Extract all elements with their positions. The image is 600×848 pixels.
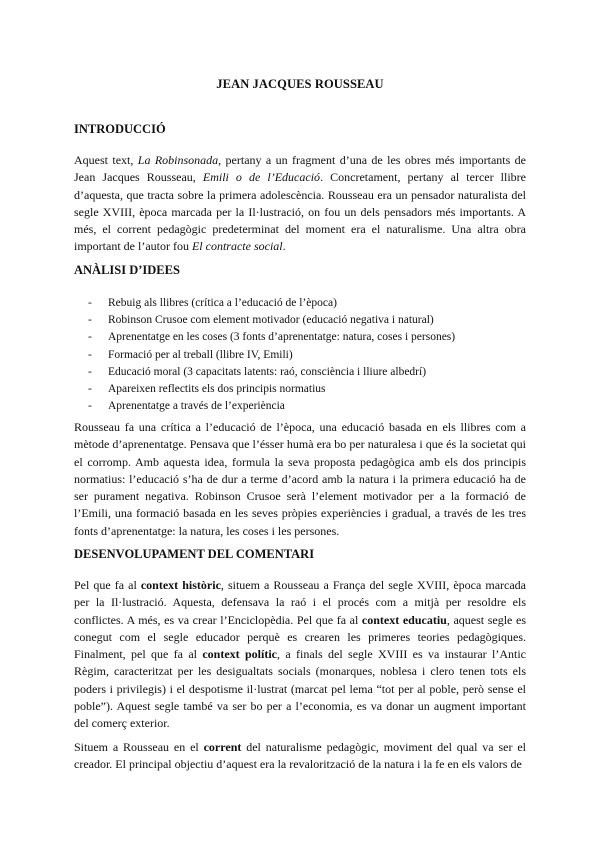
text-run: , situem a Rousseau a França del segle XVIII, època marcada per la Il·lustració. Aquesta, defensava la raó i el procés com a mitjà per resoldre els conflictes. A més, es va crear l’Enciclopèdia. Pel que fa al (74, 578, 526, 627)
text-run: . (282, 239, 286, 254)
bullet-dash: - (88, 348, 92, 361)
bullet-dash: - (88, 383, 92, 396)
list-item-text: Apareixen reflectits els dos principis normatius (108, 383, 326, 396)
bullet-dash: - (88, 400, 92, 413)
list-item (88, 329, 455, 346)
heading-introduccio: INTRODUCCIÓ (74, 122, 166, 136)
list-item (88, 347, 455, 364)
work-title-emili: Emili o de l’Educació (202, 170, 321, 185)
bold-term-context-politic: context polític (202, 647, 278, 662)
work-title-robinsonada: La Robinsonada (137, 153, 219, 167)
list-item (88, 381, 455, 398)
document-title: JEAN JACQUES ROUSSEAU (216, 77, 384, 91)
list-item (88, 364, 455, 381)
bold-term-context-educatiu: context educatiu (361, 612, 447, 627)
text-run: , aquest segle es conegut com el segle educador perquè es crearen les primeres teories pedagògiques. Finalment, pel que fa al (74, 612, 526, 662)
context-paragraph (74, 577, 526, 733)
work-title-contracte-social: El contracte social (191, 239, 283, 254)
text-run: Situem a Rousseau en el (74, 740, 204, 754)
list-item (88, 312, 455, 329)
list-item-text: Aprenentatge en les coses (3 fonts d’aprenentatge: natura, coses i persones) (108, 331, 456, 344)
bullet-dash: - (88, 365, 92, 378)
intro-paragraph (74, 152, 526, 256)
list-item-text: Rebuig als llibres (crítica a l’educació de l’època) (108, 297, 337, 309)
text-run: Aquest text, (74, 153, 138, 167)
analysis-paragraph: Rousseau fa una crítica a l’educació de l’època, una educació basada en els llibres com a mètode d’aprenentatge. Pensava que l’ésser humà era bo per naturalesa i que és la societat qui el corromp. Amb aquesta idea, formula la seva proposta pedagògica amb els dos principis normatius: l’educació s’ha de dur a terme d’acord amb la natura i la primera educació ha de ser purament negativa. Robinson Crusoe serà l’element motivador per a la formació de l’Emili, una formació basada en les seves pròpies experiències i gradual, a través de les tres fonts d’aprenentatge: la natura, les coses i les persones. (74, 420, 526, 538)
text-run: Pel que fa al (74, 578, 141, 592)
bold-term-corrent: corrent (203, 740, 242, 754)
text-run: , a finals del segle XVIII es va instaurar l’Antic Règim, caracteritzat per les desigualtats socials (monarques, noblesa i clero tenen tots els poders i privilegis) i el despotisme il·lustrat (marcat pel lema “tot per al poble, però sense el poble”). Aquest segle també va ser bo per a l’economia, es va donar un augment important del comerç exterior. (74, 647, 526, 731)
list-item-text: Aprenentatge a través de l’experiència (108, 400, 285, 413)
text-run: , pertany a un fragment d’una de les obres més importants de Jean Jacques Rousseau, (74, 153, 526, 185)
bullet-dash: - (88, 314, 92, 327)
bold-term-context-historic: context històric (140, 578, 221, 592)
heading-analisi-idees: ANÀLISI D’IDEES (74, 263, 180, 277)
text-run: . Concretament, pertany al tercer llibre d’aquesta, que tracta sobre la primera adolescència. Rousseau era un pensador naturalista del segle XVIII, època marcada per la Il·lustració, on fou un dels pensadors més importants. A més, el corrent pedagògic predeterminat del moment era el naturalisme. Una altra obra important de l’autor fou (74, 170, 527, 254)
list-item (88, 295, 455, 312)
bullet-dash: - (88, 297, 92, 309)
corrent-paragraph (74, 739, 526, 774)
heading-desenvolupament: DESENVOLUPAMENT DEL COMENTARI (74, 547, 315, 561)
bullet-dash: - (88, 331, 92, 344)
list-item-text: Educació moral (3 capacitats latents: raó, consciència i lliure albedrí) (108, 365, 427, 378)
ideas-list (88, 295, 455, 415)
list-item-text: Robinson Crusoe com element motivador (educació negativa i natural) (108, 314, 434, 327)
list-item-text: Formació per al treball (llibre IV, Emili) (108, 348, 293, 361)
list-item (88, 398, 455, 415)
text-run: del naturalisme pedagògic, moviment del qual va ser el creador. El principal objectiu d’aquest era la revalorització de la natura i la fe en els valors de (74, 740, 527, 772)
